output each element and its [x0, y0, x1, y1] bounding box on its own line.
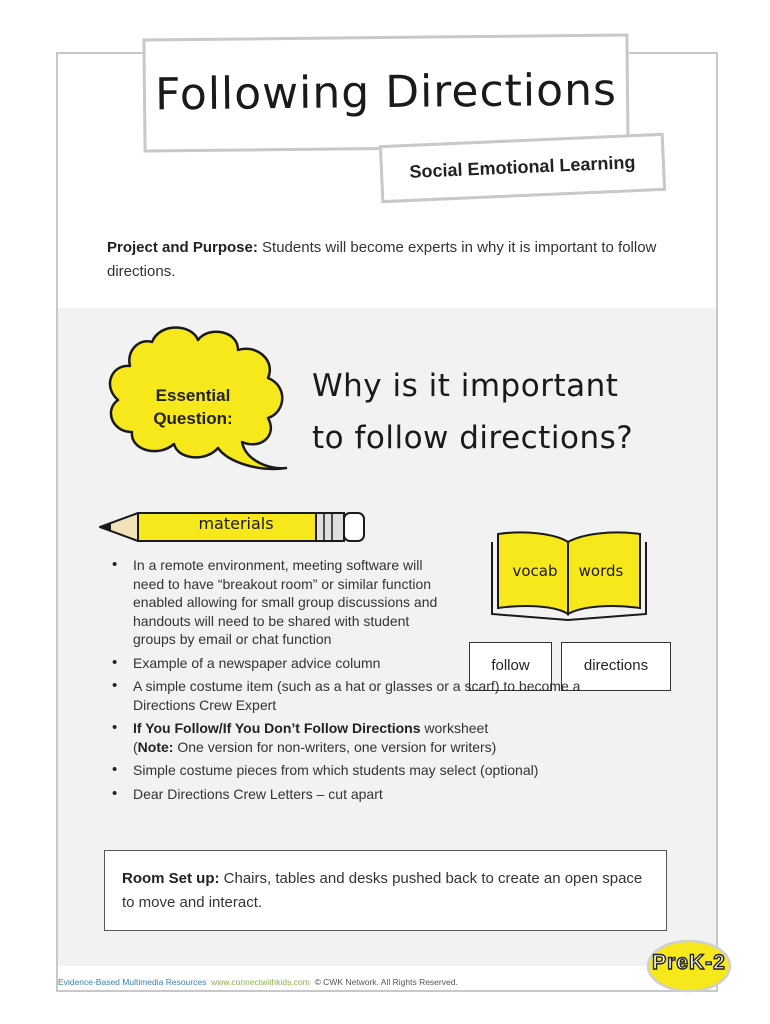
vocab-word-follow: follow — [469, 642, 552, 691]
purpose-label: Project and Purpose: — [107, 239, 258, 256]
list-item: • Example of a newspaper advice column — [112, 654, 582, 673]
materials-heading: materials — [198, 514, 274, 533]
note-label: Note: — [137, 738, 174, 755]
grade-level: PreK-2 — [652, 951, 726, 974]
list-item: • A simple costume item (such as a hat or glasses or a scarf) to become a Directions Crew Expert — [112, 677, 582, 714]
bubble-line-2: Question: — [153, 409, 233, 428]
essential-question-bubble — [100, 322, 296, 472]
footer-rights: © CWK Network. All Rights Reserved. — [314, 977, 458, 987]
page-title: Following Directions — [154, 64, 618, 121]
question-line-1: Why is it important — [312, 368, 619, 404]
room-setup-description: Chairs, tables and desks pushed back to create an open space to move and interact. — [122, 870, 643, 911]
footer-url[interactable]: www.connectwithkids.com — [211, 977, 310, 987]
list-item: • In a remote environment, meeting software will need to have “breakout room” or similar function enabled allowing for small group discussions and handouts will need to be shared with student groups by email or chat function — [112, 556, 452, 649]
bubble-line-1: Essential — [155, 386, 231, 405]
question-line-2: to follow directions? — [312, 420, 634, 456]
list-item — [112, 719, 582, 756]
worksheet-title: If You Follow/If You Don’t Follow Directions — [133, 720, 421, 736]
note-open: ( — [133, 738, 138, 755]
note-text: One version for non-writers, one version for writers) — [173, 738, 497, 755]
worksheet-suffix: worksheet — [420, 720, 489, 736]
footer-brand: Evidence-Based Multimedia Resources — [58, 977, 207, 987]
footer — [58, 977, 458, 987]
room-setup-box — [104, 850, 667, 931]
purpose-text: Students will become experts in why it is important to follow directions. — [107, 239, 657, 280]
book-label-left: vocab — [512, 562, 558, 580]
room-setup-text — [122, 867, 647, 915]
project-purpose — [107, 236, 667, 284]
room-setup-label: Room Set up: — [122, 870, 220, 887]
vocab-word-directions: directions — [561, 642, 671, 691]
materials-list — [112, 556, 582, 808]
page-subtitle: Social Emotional Learning — [409, 152, 636, 182]
title-card — [142, 33, 629, 152]
list-item: • Dear Directions Crew Letters – cut apart — [112, 785, 582, 804]
essential-question-text — [312, 360, 672, 464]
grade-badge — [645, 938, 733, 994]
book-label-right: words — [578, 562, 624, 580]
subtitle-card — [379, 133, 666, 203]
list-item: • Simple costume pieces from which students may select (optional) — [112, 761, 582, 780]
materials-pencil — [98, 510, 368, 544]
essential-question-label — [100, 384, 286, 430]
